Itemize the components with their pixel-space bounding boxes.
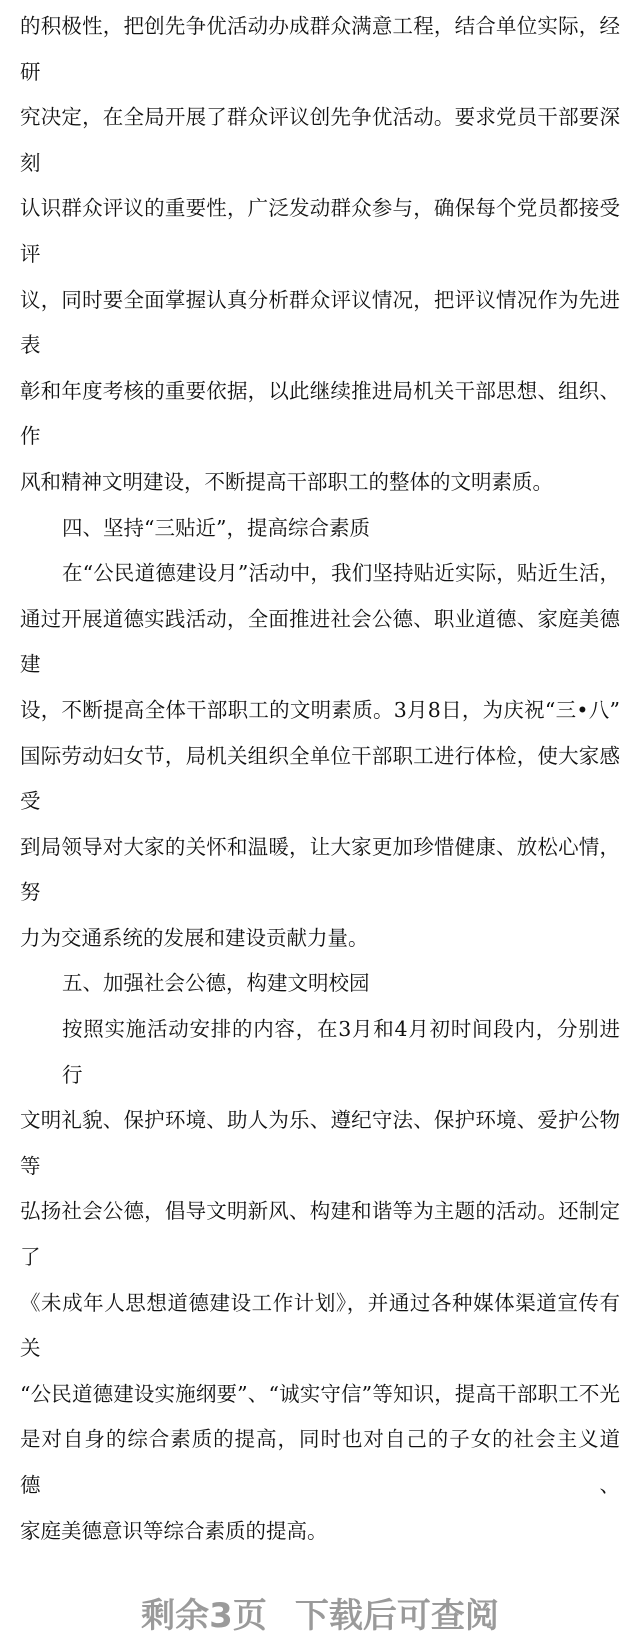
text-line: 国际劳动妇女节，局机关组织全单位干部职工进行体检，使大家感受 <box>20 743 620 814</box>
text-line: 到局领导对大家的关怀和温暖，让大家更加珍惜健康、放松心情，努 <box>20 834 620 905</box>
text-line: 风和精神文明建设，不断提高干部职工的整体的文明素质。 <box>20 469 553 494</box>
text-line: 《未成年人思想道德建设工作计划》，并通过各种媒体渠道宣传有关 <box>20 1290 620 1361</box>
text-line: 议，同时要全面掌握认真分析群众评议情况，把评议情况作为先进表 <box>20 287 620 358</box>
document-body <box>20 4 620 1554</box>
text-line: 在“公民道德建设月”活动中，我们坚持贴近实际，贴近生活， <box>62 561 620 586</box>
remaining-pages-label: 剩余3页 <box>141 1596 267 1636</box>
text-line: 通过开展道德实践活动，全面推进社会公德、职业道德、家庭美德建 <box>20 606 620 677</box>
text-line: 弘扬社会公德，倡导文明新风、构建和谐等为主题的活动。还制定了 <box>20 1199 620 1270</box>
download-to-view-label: 下载后可查阅 <box>294 1596 499 1636</box>
text-line: 究决定，在全局开展了群众评议创先争优活动。要求党员干部要深刻 <box>20 105 620 175</box>
text-line: 力为交通系统的发展和建设贡献力量。 <box>20 925 369 950</box>
text-line: 文明礼貌、保护环境、助人为乐、遵纪守法、保护环境、爱护公物等 <box>20 1108 620 1178</box>
text-line: 彰和年度考核的重要依据，以此继续推进局机关干部思想、组织、作 <box>20 378 620 449</box>
section-heading: 五、加强社会公德，构建文明校园 <box>62 971 370 996</box>
text-line: 按照实施活动安排的内容，在3月和4月初时间段内，分别进行 <box>62 1017 620 1087</box>
text-line: “公民道德建设实施纲要”、“诚实守信”等知识，提高干部职工不光 <box>20 1381 620 1406</box>
text-line: 是对自身的综合素质的提高，同时也对自己的子女的社会主义道德、 <box>20 1427 620 1497</box>
text-line: 家庭美德意识等综合素质的提高。 <box>20 1518 328 1543</box>
text-line: 认识群众评议的重要性，广泛发动群众参与，确保每个党员都接受评 <box>20 196 620 266</box>
text-line: 的积极性，把创先争优活动办成群众满意工程，结合单位实际，经研 <box>20 14 620 84</box>
section-heading: 四、坚持“三贴近”，提高综合素质 <box>62 515 370 540</box>
download-watermark[interactable] <box>0 1594 640 1638</box>
text-line: 设，不断提高全体干部职工的文明素质。3月8日，为庆祝“三•八” <box>20 697 620 722</box>
